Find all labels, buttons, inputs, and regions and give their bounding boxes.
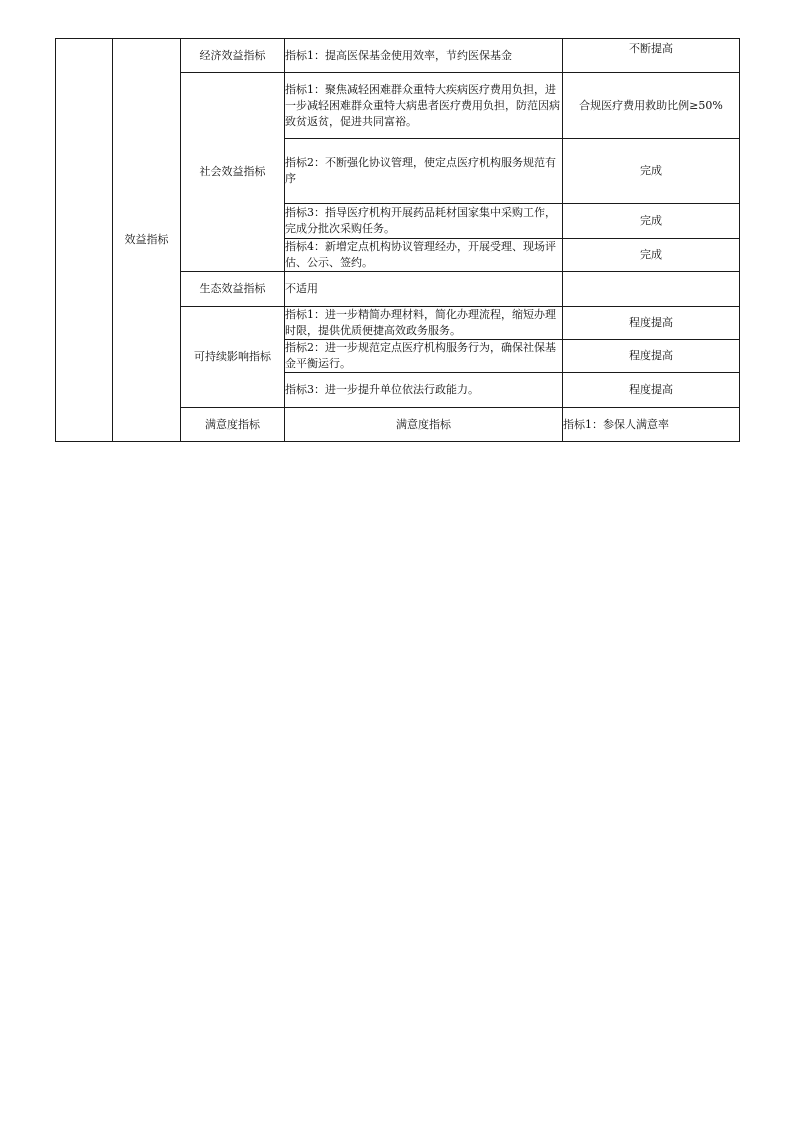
target-cell: 完成	[563, 139, 740, 204]
subcategory-ecological: 生态效益指标	[181, 272, 285, 307]
target-cell	[563, 272, 740, 307]
target-cell: 不断提高	[563, 39, 740, 73]
target-cell: 程度提高	[563, 307, 740, 340]
subcategory-social: 社会效益指标	[181, 73, 285, 272]
target-cell: 程度提高	[563, 340, 740, 373]
outer-category-cell	[56, 39, 113, 442]
indicator-cell: 指标2：进一步规范定点医疗机构服务行为，确保社保基金平衡运行。	[285, 340, 563, 373]
performance-indicator-table	[55, 38, 740, 442]
indicator-cell: 指标3：进一步提升单位依法行政能力。	[285, 373, 563, 408]
target-cell: 合规医疗费用救助比例≥50%	[563, 73, 740, 139]
indicator-cell: 指标1：聚焦减轻困难群众重特大疾病医疗费用负担，进一步减轻困难群众重特大病患者医疗费用负担，防范因病致贫返贫，促进共同富裕。	[285, 73, 563, 139]
target-cell: 完成	[563, 204, 740, 239]
satisfaction-category-cell: 满意度指标	[181, 408, 285, 442]
indicator-cell: 指标1：提高医保基金使用效率，节约医保基金	[285, 39, 563, 73]
target-cell: 完成	[563, 239, 740, 272]
indicator-cell: 指标3：指导医疗机构开展药品耗材国家集中采购工作，完成分批次采购任务。	[285, 204, 563, 239]
indicator-cell: 指标1：进一步精简办理材料，简化办理流程，缩短办理时限，提供优质便捷高效政务服务。	[285, 307, 563, 340]
indicator-cell: 指标4：新增定点机构协议管理经办，开展受理、现场评估、公示、签约。	[285, 239, 563, 272]
subcategory-satisfaction: 满意度指标	[285, 408, 563, 442]
subcategory-sustainable: 可持续影响指标	[181, 307, 285, 408]
target-cell: 程度提高	[563, 373, 740, 408]
indicator-cell: 指标1：参保人满意率	[563, 408, 740, 442]
table-row	[56, 39, 740, 73]
benefit-category-cell: 效益指标	[113, 39, 181, 442]
indicator-cell: 不适用	[285, 272, 563, 307]
indicator-cell: 指标2：不断强化协议管理，使定点医疗机构服务规范有序	[285, 139, 563, 204]
subcategory-economic: 经济效益指标	[181, 39, 285, 73]
